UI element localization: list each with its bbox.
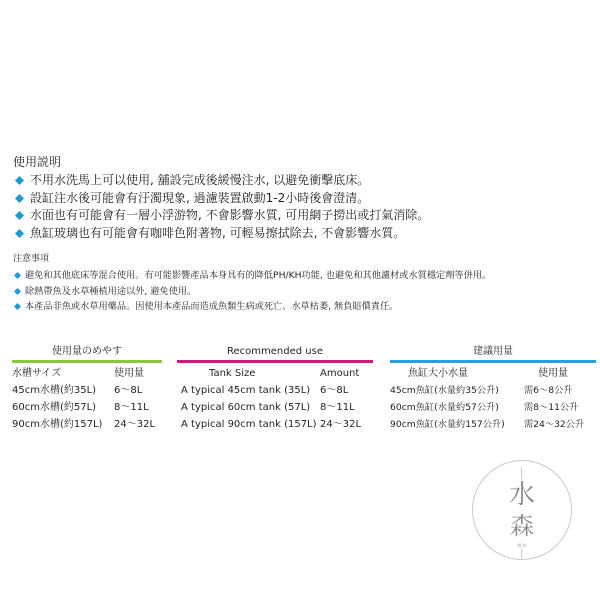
- amount-cell: 8〜11L: [320, 402, 355, 413]
- note-item-text: 避免和其他底床等混合使用。有可能影響產品本身具有的降低PH/KH功能, 也避免和其他濾材或水質穩定劑等併用。: [25, 270, 492, 281]
- col-amount-header: 使用量: [114, 368, 144, 379]
- usage-item: [13, 207, 593, 225]
- diamond-bullet-icon: [15, 229, 24, 238]
- table-row: [177, 382, 373, 399]
- col-size-header: 魚缸大小水量: [408, 368, 468, 379]
- note-item: [13, 268, 593, 284]
- table-row: [390, 416, 596, 433]
- chinese-table-heading: 建議用量: [473, 346, 513, 357]
- col-amount-header: 使用量: [538, 368, 568, 379]
- tank-size-cell: 45cm魚缸(水量約35公升): [390, 385, 499, 396]
- table-row: [177, 416, 373, 433]
- usage-item-text: 不用水洗馬上可以使用, 舖設完成後緩慢注水, 以避免衝擊底床。: [30, 173, 370, 187]
- table-row: [390, 382, 596, 399]
- table-header-row: [12, 365, 162, 382]
- japanese-table-heading: 使用量のめやす: [52, 346, 122, 357]
- col-size-header: 水槽サイズ: [12, 368, 62, 379]
- diamond-bullet-icon: [15, 211, 24, 220]
- watermark-seal: [472, 460, 572, 560]
- usage-section: [13, 155, 593, 242]
- usage-item-text: 魚缸玻璃也有可能會有咖啡色附著物, 可輕易擦拭除去, 不會影響水質。: [30, 225, 406, 240]
- english-table-heading: Recommended use: [227, 346, 323, 357]
- diamond-bullet-icon: [14, 272, 21, 279]
- seal-top-char: 水: [508, 480, 535, 510]
- english-usage-table: [177, 345, 373, 433]
- seal-divider: [521, 549, 522, 558]
- table-row: [177, 399, 373, 416]
- amount-cell: 6〜8L: [114, 385, 143, 396]
- notes-title: 注意事項: [13, 254, 50, 264]
- japanese-usage-table: [12, 345, 162, 433]
- tank-size-cell: 90cm水槽(約157L): [12, 419, 103, 430]
- chinese-usage-table: [390, 345, 596, 433]
- seal-bottom-char: 森: [510, 512, 534, 540]
- table-row: [12, 399, 162, 416]
- tank-size-cell: 60cm魚缸(水量約57公升): [390, 402, 499, 413]
- tank-size-cell: A typical 90cm tank (157L): [181, 419, 317, 430]
- notes-section: [13, 253, 593, 315]
- amount-cell: 8〜11L: [114, 402, 149, 413]
- chinese-table-rule: [390, 360, 596, 363]
- table-row: [390, 399, 596, 416]
- table-header-row: [390, 365, 596, 382]
- col-amount-header: Amount: [320, 368, 360, 379]
- diamond-bullet-icon: [14, 303, 21, 310]
- note-item-text: 除熱帶魚及水草種植用途以外, 避免使用。: [25, 285, 197, 297]
- seal-small-text: 鄰 野: [517, 543, 527, 548]
- amount-cell: 24〜32L: [114, 419, 156, 430]
- diamond-bullet-icon: [14, 288, 21, 295]
- amount-cell: 需6〜8公升: [524, 385, 573, 396]
- amount-cell: 需24〜32公升: [524, 419, 585, 430]
- seal-divider: [521, 467, 522, 479]
- table-row: [12, 416, 162, 433]
- usage-item: [13, 225, 593, 243]
- col-size-header: Tank Size: [209, 368, 256, 379]
- usage-title: 使用説明: [13, 155, 62, 169]
- amount-cell: 需8〜11公升: [524, 402, 579, 413]
- japanese-table-rule: [12, 360, 162, 363]
- tank-size-cell: A typical 60cm tank (57L): [181, 402, 311, 413]
- tank-size-cell: A typical 45cm tank (35L): [181, 385, 311, 396]
- table-row: [12, 382, 162, 399]
- note-item: [13, 284, 593, 300]
- amount-cell: 24〜32L: [320, 419, 362, 430]
- amount-cell: 6〜8L: [320, 385, 349, 396]
- tank-size-cell: 60cm水槽(約57L): [12, 402, 97, 413]
- diamond-bullet-icon: [15, 176, 24, 185]
- tank-size-cell: 45cm水槽(約35L): [12, 385, 97, 396]
- table-header-row: [177, 365, 373, 382]
- diamond-bullet-icon: [15, 194, 24, 203]
- usage-item: [13, 190, 593, 208]
- note-item: [13, 299, 593, 315]
- usage-item-text: 設缸注水後可能會有汙濁現象, 過濾裝置啟動1-2小時後會澄清。: [30, 190, 370, 205]
- tank-size-cell: 90cm魚缸(水量約157公升): [390, 419, 505, 430]
- usage-item-text: 水面也有可能會有一層小浮游物, 不會影響水質, 可用網子撈出或打氣消除。: [30, 208, 430, 222]
- usage-item: [13, 172, 593, 190]
- note-item-text: 本產品非魚或水草用藥品。因使用本產品而造成魚類生病或死亡、水草枯萎, 無負賠償責任。: [25, 301, 399, 312]
- english-table-rule: [177, 360, 373, 363]
